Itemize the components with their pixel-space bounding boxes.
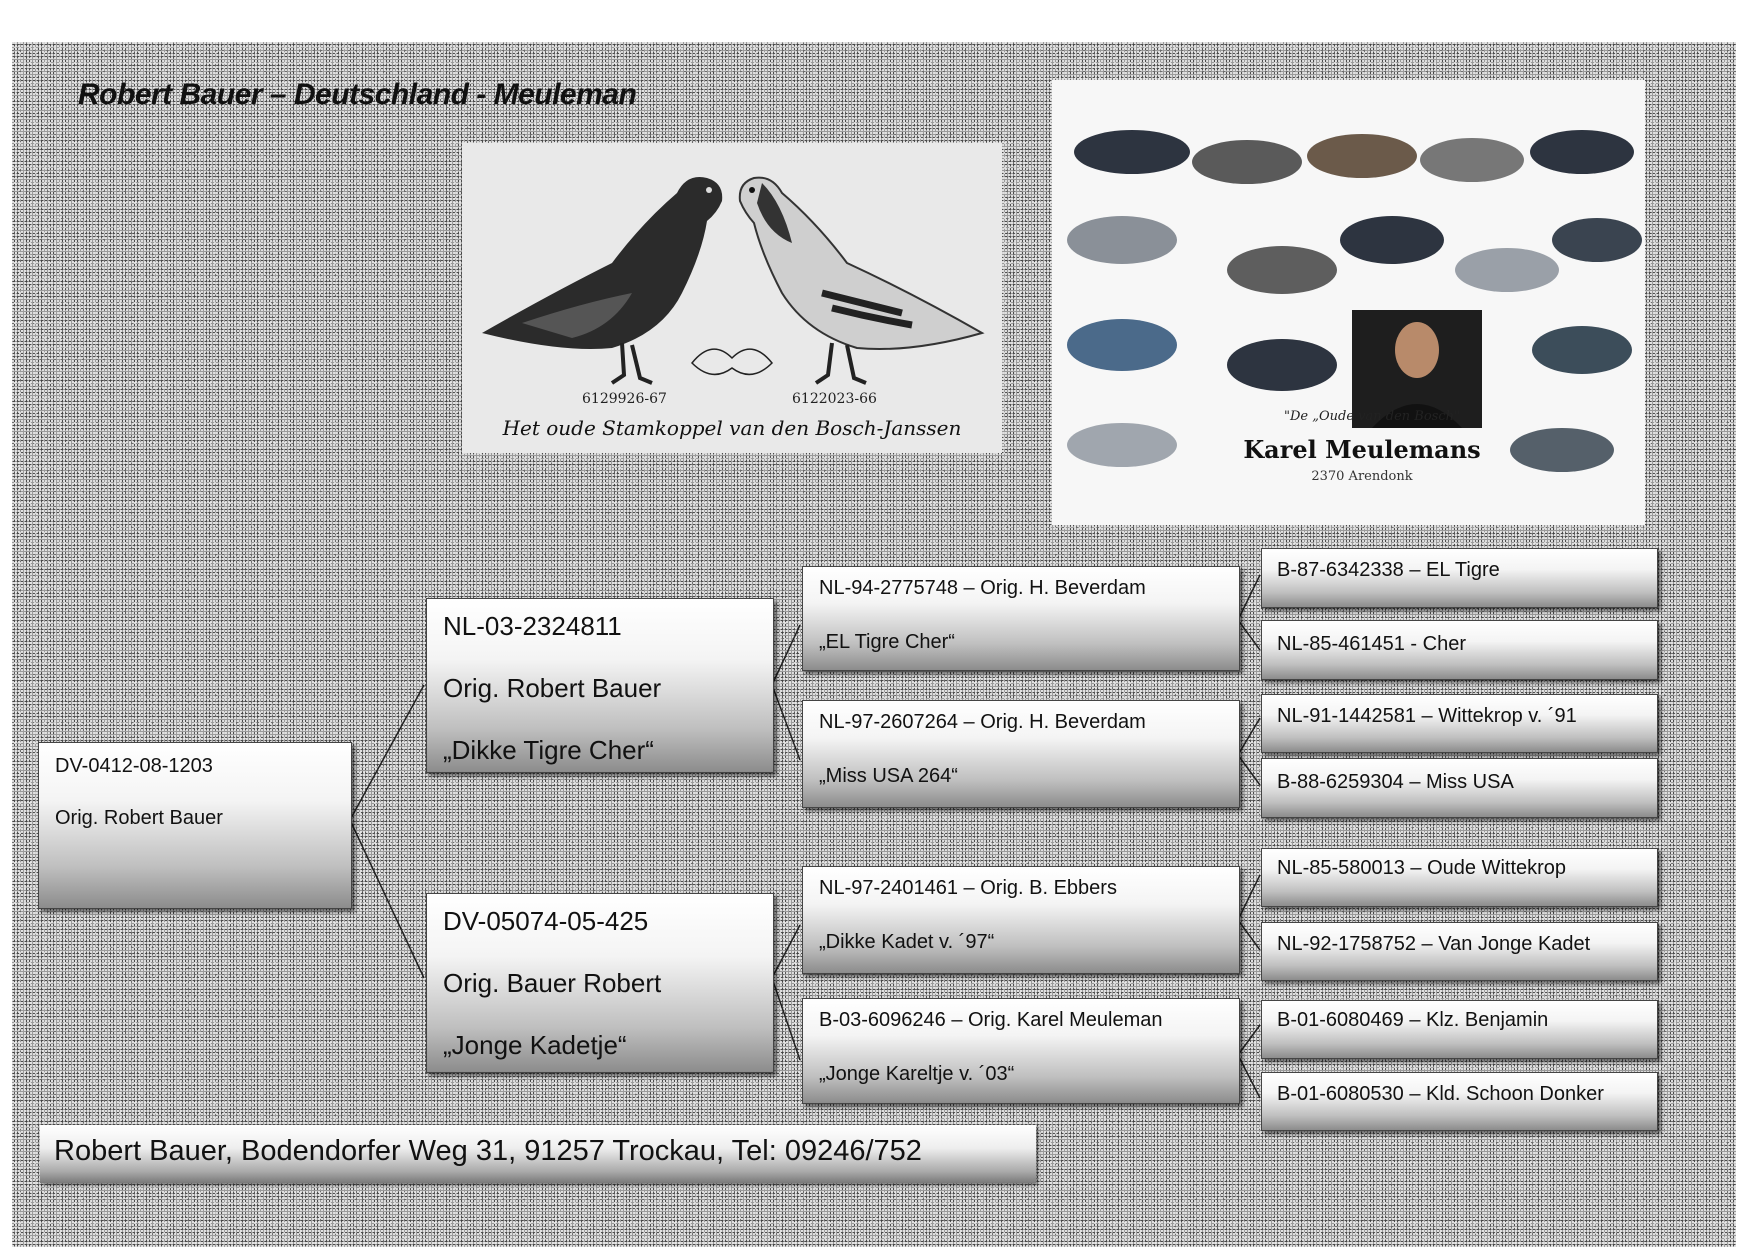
dam-origin: Orig. Bauer Robert	[443, 968, 662, 998]
root-ring: DV-0412-08-1203	[55, 755, 213, 777]
great-grandparent-label: B-01-6080469 – Klz. Benjamin	[1277, 1009, 1549, 1031]
great-grandparent-box	[1261, 620, 1658, 680]
ring-left-text: 6129926-67	[582, 391, 667, 407]
grandparent-box	[802, 866, 1240, 974]
sire-name: „Dikke Tigre Cher“	[443, 735, 654, 765]
grandparent-ring: NL-97-2401461 – Orig. B. Ebbers	[819, 877, 1117, 899]
grandparent-name: „Jonge Kareltje v. ´03“	[819, 1063, 1015, 1085]
dam-box	[426, 893, 774, 1073]
grandparent-box	[802, 566, 1240, 671]
grandparent-ring: B-03-6096246 – Orig. Karel Meuleman	[819, 1009, 1163, 1031]
address-footer	[40, 1125, 1036, 1183]
sire-box	[426, 598, 774, 773]
great-grandparent-box	[1261, 1000, 1658, 1059]
ring-right-text: 6122023-66	[792, 391, 877, 407]
great-grandparent-box	[1261, 1072, 1658, 1131]
great-grandparent-box	[1261, 922, 1658, 981]
grandparent-box	[802, 700, 1240, 808]
dam-ring: DV-05074-05-425	[443, 906, 649, 936]
great-grandparent-box	[1261, 694, 1658, 753]
great-grandparent-label: B-87-6342338 – EL Tigre	[1277, 559, 1500, 581]
grandparent-name: „Dikke Kadet v. ´97“	[819, 931, 995, 953]
collage-caption-name: Karel Meulemans	[1243, 435, 1481, 464]
grandparent-box	[802, 998, 1240, 1104]
grandparent-name: „Miss USA 264“	[819, 765, 958, 787]
collage-caption-town: 2370 Arendonk	[1311, 469, 1413, 484]
great-grandparent-label: NL-92-1758752 – Van Jonge Kadet	[1277, 933, 1591, 955]
great-grandparent-label: NL-85-461451 - Cher	[1277, 633, 1466, 655]
great-grandparent-label: B-01-6080530 – Kld. Schoon Donker	[1277, 1083, 1604, 1105]
dam-name: „Jonge Kadetje“	[443, 1030, 627, 1060]
great-grandparent-label: NL-91-1442581 – Wittekrop v. ´91	[1277, 705, 1577, 727]
sire-ring: NL-03-2324811	[443, 611, 622, 641]
root-origin: Orig. Robert Bauer	[55, 807, 223, 829]
grandparent-name: „EL Tigre Cher“	[819, 631, 955, 653]
grandparent-ring: NL-94-2775748 – Orig. H. Beverdam	[819, 577, 1146, 599]
pedigree-root-box	[38, 742, 352, 909]
photo1-caption: Het oude Stamkoppel van den Bosch-Janssen	[502, 416, 962, 440]
collage-caption-small: "De „Oude van den Bosch"	[1284, 409, 1460, 424]
grandparent-ring: NL-97-2607264 – Orig. H. Beverdam	[819, 711, 1146, 733]
great-grandparent-box	[1261, 758, 1658, 818]
great-grandparent-box	[1261, 848, 1658, 907]
page-title: Robert Bauer – Deutschland - Meuleman	[78, 78, 637, 111]
sire-origin: Orig. Robert Bauer	[443, 673, 662, 703]
address-text: Robert Bauer, Bodendorfer Weg 31, 91257 Trockau, Tel: 09246/752	[54, 1135, 922, 1167]
great-grandparent-box	[1261, 548, 1658, 608]
great-grandparent-label: NL-85-580013 – Oude Wittekrop	[1277, 857, 1567, 879]
great-grandparent-label: B-88-6259304 – Miss USA	[1277, 771, 1514, 793]
